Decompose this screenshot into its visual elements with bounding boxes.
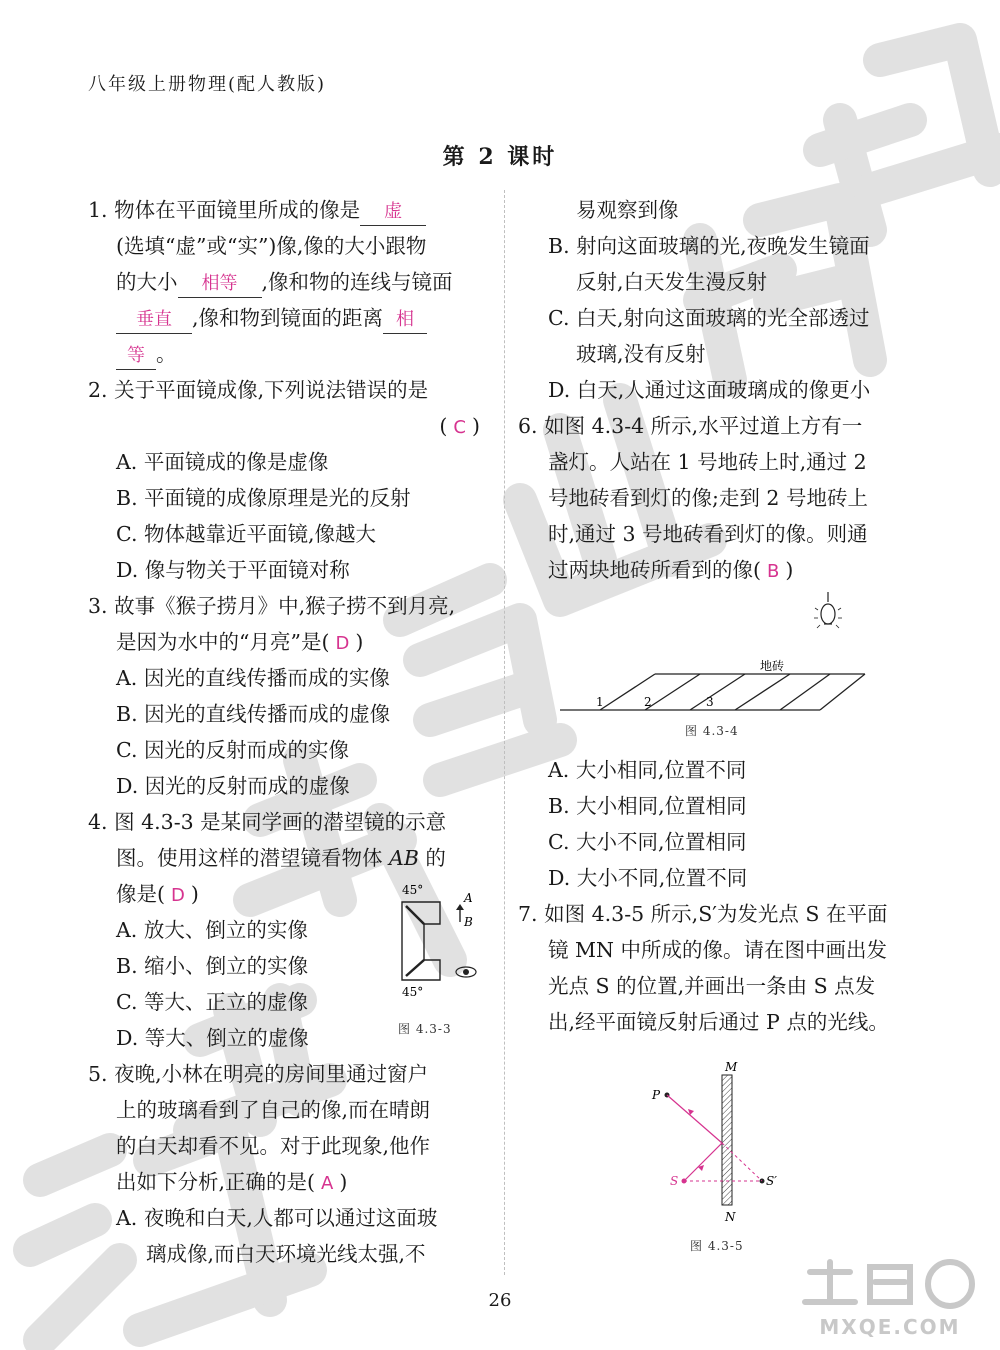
label-s-prime: S′ bbox=[766, 1174, 777, 1188]
q5-option-a-1: A. 夜晚和白天,人都可以通过这面玻 bbox=[116, 1206, 438, 1230]
q4-option-c: C. 等大、正立的虚像 bbox=[116, 990, 308, 1014]
q3-answer: D bbox=[335, 633, 350, 654]
q1-blank-1: 虚 bbox=[360, 199, 426, 226]
label-b: B bbox=[464, 915, 473, 929]
column-divider bbox=[504, 190, 505, 1275]
mirror-diagram bbox=[640, 1055, 800, 1225]
q5-option-b-1: B. 射向这面玻璃的光,夜晚发生镜面 bbox=[548, 234, 870, 258]
q6-line-5: 过两块地砖所看到的像( B ) bbox=[548, 558, 794, 582]
tile-2-label: 2 bbox=[644, 695, 652, 709]
q4-option-d: D. 等大、倒立的虚像 bbox=[116, 1026, 309, 1050]
right-column bbox=[518, 192, 918, 588]
figure-4-3-4-caption: 图 4.3-4 bbox=[685, 724, 739, 738]
q3-option-d: D. 因光的反射而成的虚像 bbox=[116, 774, 350, 798]
q6-line-1: 6. 如图 4.3-4 所示,水平过道上方有一 bbox=[518, 414, 863, 438]
q1-line-1: 1. 物体在平面镜里所成的像是 虚 bbox=[88, 192, 488, 228]
q5-line-3: 的白天却看不见。对于此现象,他作 bbox=[116, 1134, 431, 1158]
q6-option-b: B. 大小相同,位置相同 bbox=[548, 794, 747, 818]
q5-option-c-2: 玻璃,没有反射 bbox=[576, 342, 706, 366]
figure-4-3-5-caption: 图 4.3-5 bbox=[690, 1239, 744, 1253]
q6-option-d: D. 大小不同,位置不同 bbox=[548, 866, 748, 890]
q2-answer: C bbox=[453, 417, 466, 438]
tiles-diagram bbox=[560, 590, 910, 715]
q5-option-c-1: C. 白天,射向这面玻璃的光全部透过 bbox=[548, 306, 870, 330]
q4-option-b: B. 缩小、倒立的实像 bbox=[116, 954, 309, 978]
q2-option-a: A. 平面镜成的像是虚像 bbox=[116, 450, 329, 474]
q5-line-4: 出如下分析,正确的是( A ) bbox=[116, 1170, 348, 1194]
site-logo bbox=[790, 1252, 990, 1342]
tile-3-label: 3 bbox=[706, 695, 714, 709]
q2-option-d: D. 像与物关于平面镜对称 bbox=[116, 558, 350, 582]
q4-stem-3: 像是( D ) bbox=[116, 882, 199, 906]
q1-blank-2: 相等 bbox=[178, 271, 262, 298]
q4-option-a: A. 放大、倒立的实像 bbox=[116, 918, 308, 942]
page-number: 26 bbox=[488, 1290, 512, 1311]
q2-option-b: B. 平面镜的成像原理是光的反射 bbox=[116, 486, 411, 510]
mirror-label-m: M bbox=[725, 1060, 738, 1074]
q1-blank-3: 垂直 bbox=[116, 307, 192, 334]
label-s: S bbox=[670, 1174, 679, 1188]
angle-bottom-label: 45° bbox=[402, 985, 424, 999]
q5-line-1: 5. 夜晚,小林在明亮的房间里通过窗户 bbox=[88, 1062, 429, 1086]
header-title: 八年级上册物理(配人教版) bbox=[88, 74, 327, 95]
q1-line-2: (选填“虚”或“实”)像,像的大小跟物 bbox=[116, 234, 427, 258]
lamp-icon bbox=[814, 592, 842, 628]
angle-top-label: 45° bbox=[402, 883, 424, 897]
svg-text:MXQE.COM: MXQE.COM bbox=[819, 1315, 961, 1339]
q2-stem: 2. 关于平面镜成像,下列说法错误的是 bbox=[88, 378, 429, 402]
right-column-lower bbox=[518, 752, 918, 1040]
q5-option-d: D. 白天,人通过这面玻璃成的像更小 bbox=[548, 378, 871, 402]
q5-line-2: 上的玻璃看到了自己的像,而在晴朗 bbox=[116, 1098, 431, 1122]
q4-stem-1: 4. 图 4.3-3 是某同学画的潜望镜的示意 bbox=[88, 810, 447, 834]
q6-line-4: 时,通过 3 号地砖看到灯的像。则通 bbox=[548, 522, 868, 546]
figure-4-3-4 bbox=[560, 590, 910, 740]
q6-option-c: C. 大小不同,位置相同 bbox=[548, 830, 747, 854]
q4-answer: D bbox=[171, 885, 185, 906]
q6-line-2: 盏灯。人站在 1 号地砖上时,通过 2 bbox=[548, 450, 867, 474]
mirror-label-n: N bbox=[725, 1210, 736, 1224]
q1-blank-4b: 等 bbox=[116, 343, 156, 370]
q1-line-3: 的大小 相等 ,像和物的连线与镜面 bbox=[88, 264, 488, 300]
q1-line-5: 等 。 bbox=[88, 336, 488, 372]
q3-option-b: B. 因光的直线传播而成的虚像 bbox=[116, 702, 391, 726]
q7-line-4: 出,经平面镜反射后通过 P 点的光线。 bbox=[548, 1010, 889, 1034]
figure-4-3-3 bbox=[390, 880, 490, 1040]
q2-option-c: C. 物体越靠近平面镜,像越大 bbox=[116, 522, 377, 546]
left-column bbox=[88, 192, 488, 1272]
q3-option-c: C. 因光的反射而成的实像 bbox=[116, 738, 349, 762]
tiles-label: 地砖 bbox=[760, 659, 785, 673]
q7-line-1: 7. 如图 4.3-5 所示,S′为发光点 S 在平面 bbox=[518, 902, 888, 926]
lesson-title: 第 2 课时 bbox=[442, 144, 558, 170]
label-a: A bbox=[464, 891, 473, 905]
q6-answer: B bbox=[767, 561, 780, 582]
q5-answer: A bbox=[321, 1173, 334, 1194]
q2-answer-bracket: ( C ) bbox=[439, 414, 480, 438]
q5-option-b-2: 反射,白天发生漫反射 bbox=[576, 270, 768, 294]
q1-blank-4a: 相 bbox=[383, 307, 427, 334]
q7-line-3: 光点 S 的位置,并画出一条由 S 点发 bbox=[548, 974, 876, 998]
q3-option-a: A. 因光的直线传播而成的实像 bbox=[116, 666, 390, 690]
q4-stem-2: 图。使用这样的潜望镜看物体 AB 的 bbox=[116, 846, 446, 870]
q1-line-4: 垂直 ,像和物到镜面的距离 相 bbox=[88, 300, 488, 336]
q7-line-2: 镜 MN 中所成的像。请在图中画出发 bbox=[548, 938, 887, 962]
periscope-diagram bbox=[390, 880, 490, 1015]
plane-mirror bbox=[722, 1075, 732, 1205]
figure-4-3-3-caption: 图 4.3-3 bbox=[398, 1022, 452, 1036]
label-p: P bbox=[652, 1088, 661, 1102]
q3-stem-1: 3. 故事《猴子捞月》中,猴子捞不到月亮, bbox=[88, 594, 456, 618]
q6-option-a: A. 大小相同,位置不同 bbox=[548, 758, 747, 782]
q6-line-3: 号地砖看到灯的像;走到 2 号地砖上 bbox=[548, 486, 868, 510]
q5-option-a-2: 璃成像,而白天环境光线太强,不 bbox=[146, 1242, 426, 1266]
q5-option-a-3: 易观察到像 bbox=[576, 198, 679, 222]
q3-stem-2: 是因为水中的“月亮”是( D ) bbox=[116, 630, 364, 654]
figure-4-3-5 bbox=[640, 1055, 800, 1260]
tile-1-label: 1 bbox=[596, 695, 604, 709]
